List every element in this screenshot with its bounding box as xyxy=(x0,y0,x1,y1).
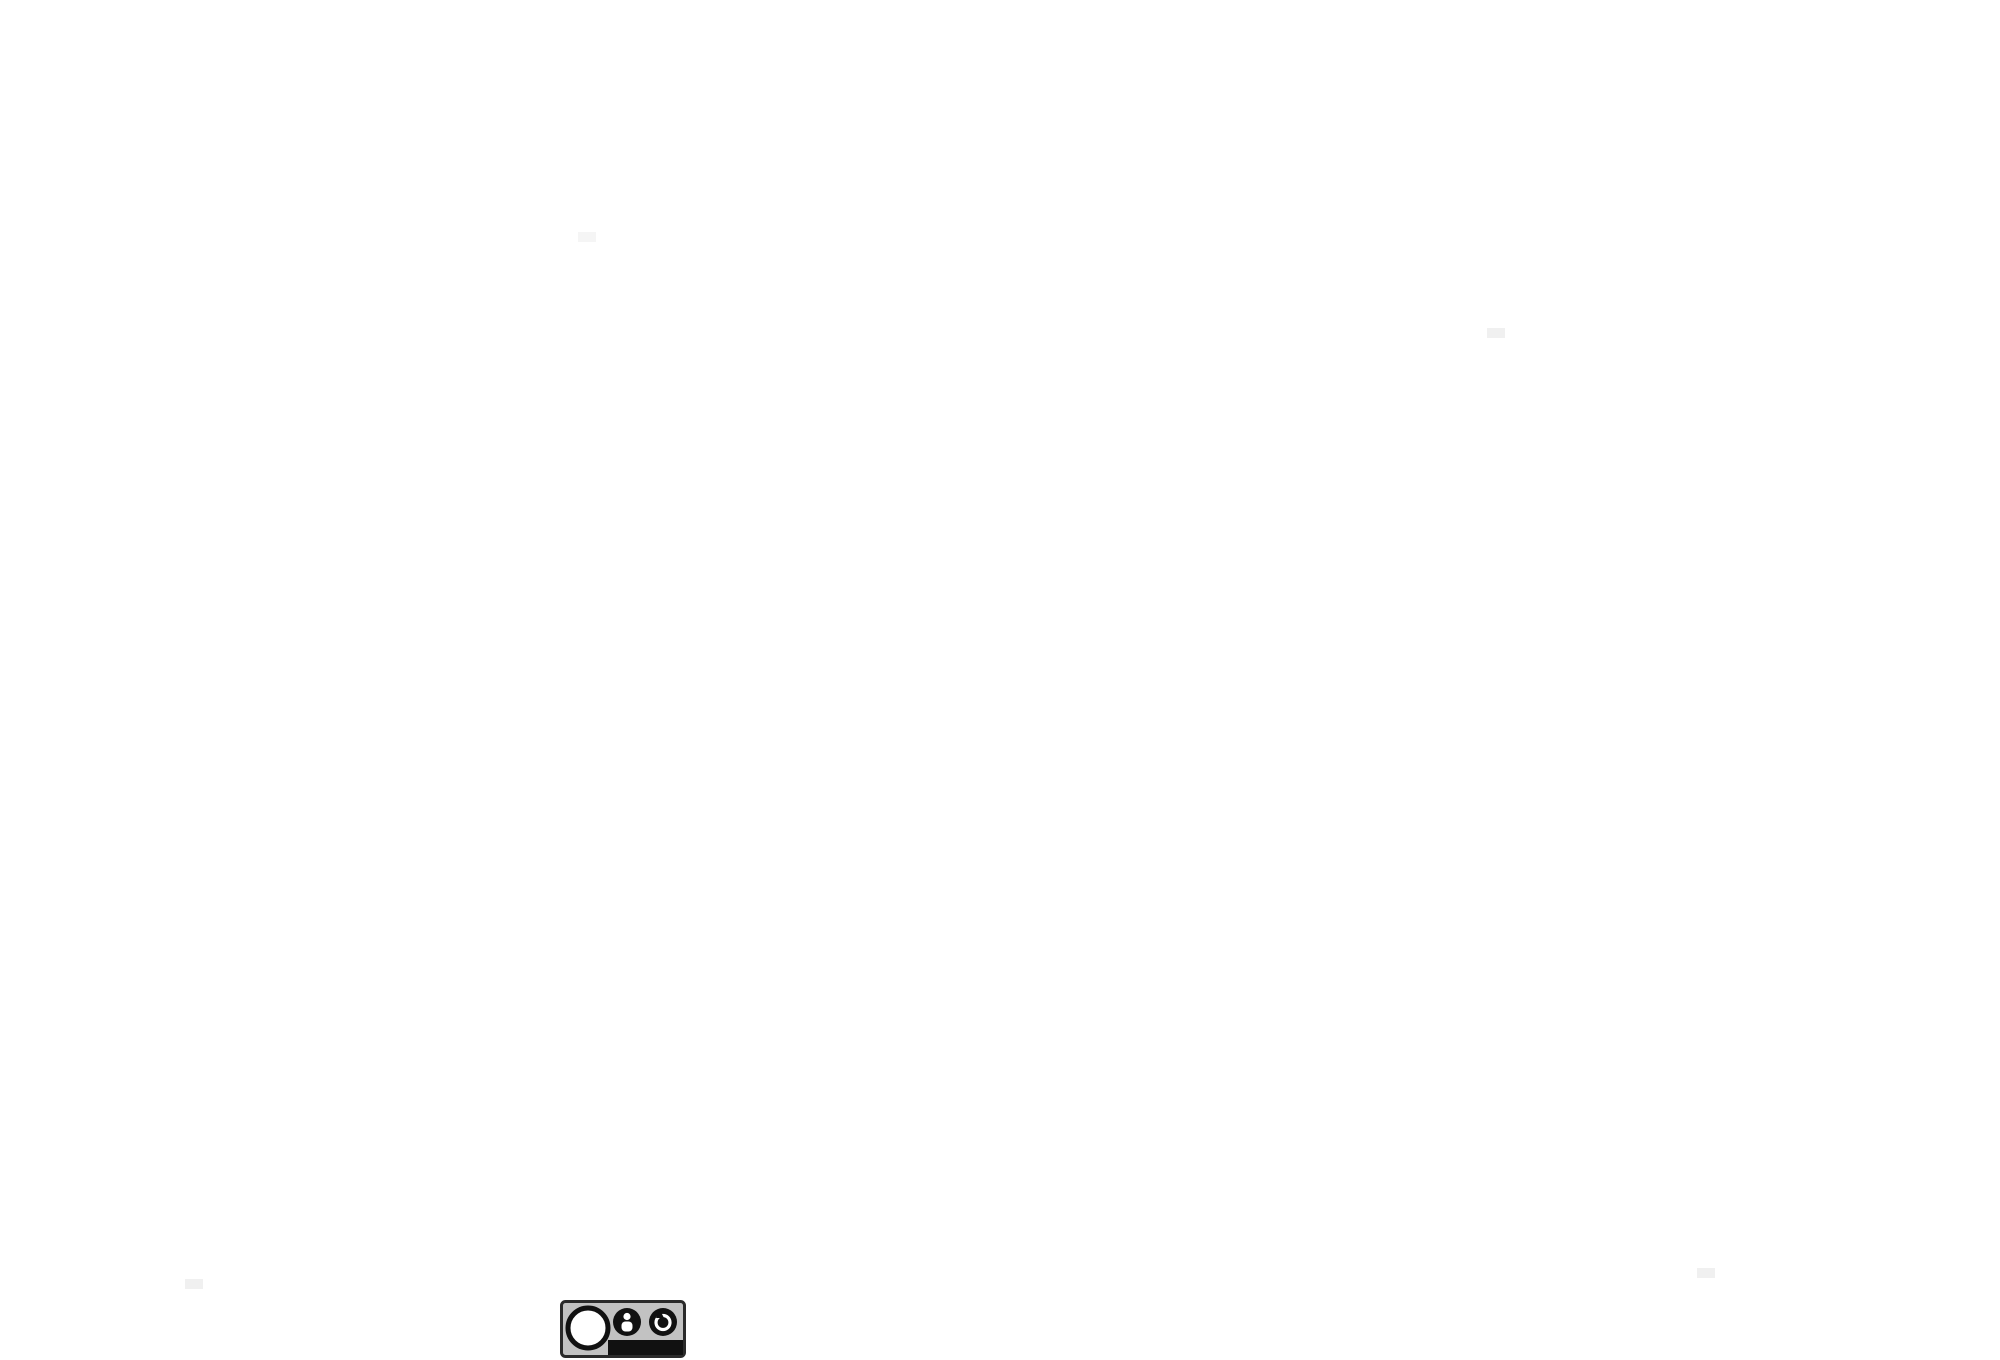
cc-icon xyxy=(568,1308,608,1348)
badge-bottom-strip xyxy=(608,1340,683,1355)
by-person-body xyxy=(622,1322,633,1332)
sa-icon xyxy=(649,1308,677,1336)
wv-calib-annotation xyxy=(1697,1268,1715,1278)
reference-height-annotation xyxy=(185,1279,203,1289)
cc-by-sa-badge xyxy=(560,1300,686,1358)
by-person-head xyxy=(623,1313,630,1320)
lidar-ratio-annotation xyxy=(578,232,596,242)
depol-calibration-annotation xyxy=(1487,328,1505,338)
